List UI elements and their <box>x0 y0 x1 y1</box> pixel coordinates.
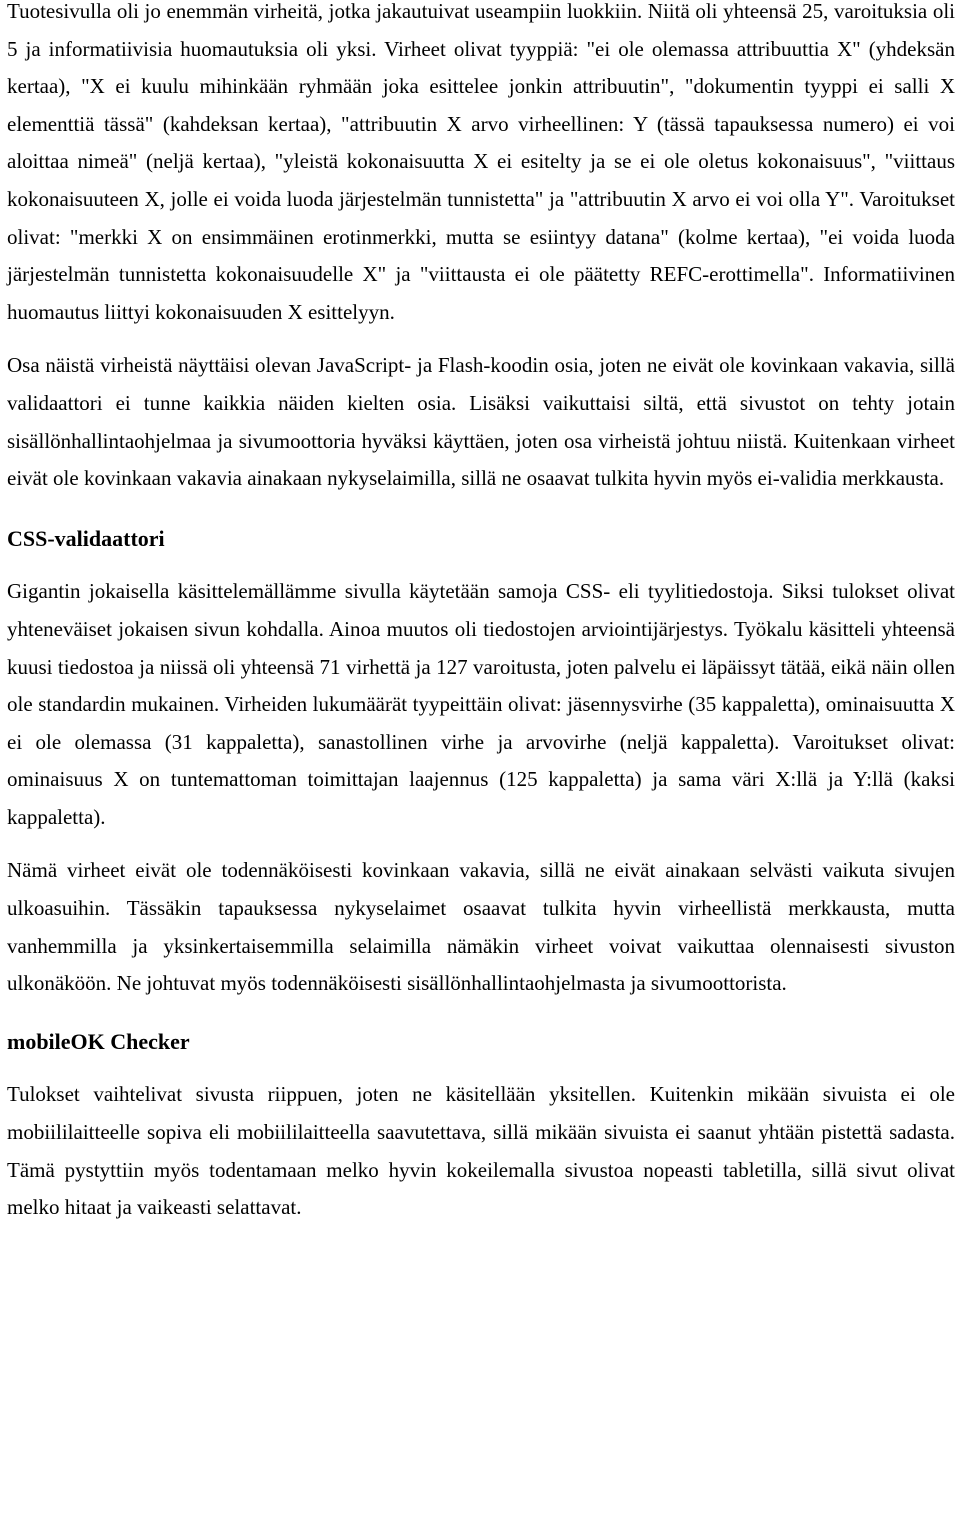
paragraph-css-analysis: Nämä virheet eivät ole todennäköisesti kovinkaan vakavia, sillä ne eivät ainakaan selvästi vaikuta sivujen ulkoasuihin. Tässäkin tapauksessa nykyselaimet osaavat tulkita hyvin virheellistä merkkausta, mutta vanhemmilla ja yksinkertaisemmilla selaimilla nämäkin virheet voivat vaikuttaa olennaisesti sivuston ulkonäköön. Ne johtuvat myös todennäköisesti sisällönhallintaohjelmasta ja sivumoottorista. <box>7 858 955 996</box>
paragraph-mobileok-results: Tulokset vaihtelivat sivusta riippuen, joten ne käsitellään yksitellen. Kuitenkin mikään sivuista ei ole mobiililaitteelle sopiva eli mobiililaitteella saavutettava, sillä mikään sivuista ei saanut yhtään pistettä sadasta. Tämä pystyttiin myös todentamaan melko hyvin kokeilemalla sivustoa nopeasti tabletilla, sillä sivut olivat melko hitaat ja vaikeasti selattavat. <box>7 1082 955 1220</box>
heading-mobileok-checker: mobileOK Checker <box>7 1028 190 1054</box>
paragraph-error-analysis: Osa näistä virheistä näyttäisi olevan JavaScript- ja Flash-koodin osia, joten ne eivät ole kovinkaan vakavia, sillä validaattori ei tunne kaikkia näiden kielten osia. Lisäksi vaikuttaisi siltä, että sivustot on tehty jotain sisällönhallintaohjelmaa ja sivumoottoria hyväksi käyttäen, joten osa virheistä johtuu niistä. Kuitenkaan virheet eivät ole kovinkaan vakavia ainakaan nykyselaimilla, sillä ne osaavat tulkita hyvin myös ei-validia merkkausta. <box>7 353 955 491</box>
heading-css-validator: CSS-validaattori <box>7 525 165 551</box>
paragraph-validator-errors: Tuotesivulla oli jo enemmän virheitä, jotka jakautuivat useampiin luokkiin. Niitä oli yhteensä 25, varoituksia oli 5 ja informatiivisia huomautuksia oli yksi. Virheet olivat tyyppiä: "ei ole olemassa attribuuttia X" (yhdeksän kertaa), "X ei kuulu mihinkään ryhmään joka esittelee jonkin attribuutin", "dokumentin tyyppi ei salli X elementtiä tässä" (kahdeksan kertaa), "attribuutin X arvo virheellinen: Y (tässä tapauksessa numero) ei voi aloittaa nimeä" (neljä kertaa), "yleistä kokonaisuutta X ei esitelty ja se ei ole oletus kokonaisuus", "viittaus kokonaisuuteen X, jolle ei voida luoda järjestelmän tunnistetta" ja "attribuutin X arvo ei voi olla Y". Varoitukset olivat: "merkki X on ensimmäinen erotinmerkki, mutta se esiintyy datana" (kolme kertaa), "ei voida luoda järjestelmän tunnistetta kokonaisuudelle X" ja "viittausta ei ole päätetty REFC-erottimella". Informatiivinen huomautus liittyi kokonaisuuden X esittelyyn. <box>7 0 955 324</box>
document-page <box>7 0 955 1227</box>
paragraph-css-results: Gigantin jokaisella käsittelemällämme sivulla käytetään samoja CSS- eli tyylitiedostoja. Siksi tulokset olivat yhteneväiset jokaisen sivun kohdalla. Ainoa muutos oli tiedostojen arviointijärjestys. Työkalu käsitteli yhteensä kuusi tiedostoa ja niissä oli yhteensä 71 virhettä ja 127 varoitusta, joten palvelu ei läpäissyt tätää, eikä näin ollen ole standardin mukainen. Virheiden lukumäärät tyypeittäin olivat: jäsennysvirhe (35 kappaletta), ominaisuutta X ei ole olemassa (31 kappaletta), sanastollinen virhe ja arvovirhe (neljä kappaletta). Varoitukset olivat: ominaisuus X on tuntemattoman toimittajan laajennus (125 kappaletta) ja sama väri X:llä ja Y:llä (kaksi kappaletta). <box>7 579 955 829</box>
